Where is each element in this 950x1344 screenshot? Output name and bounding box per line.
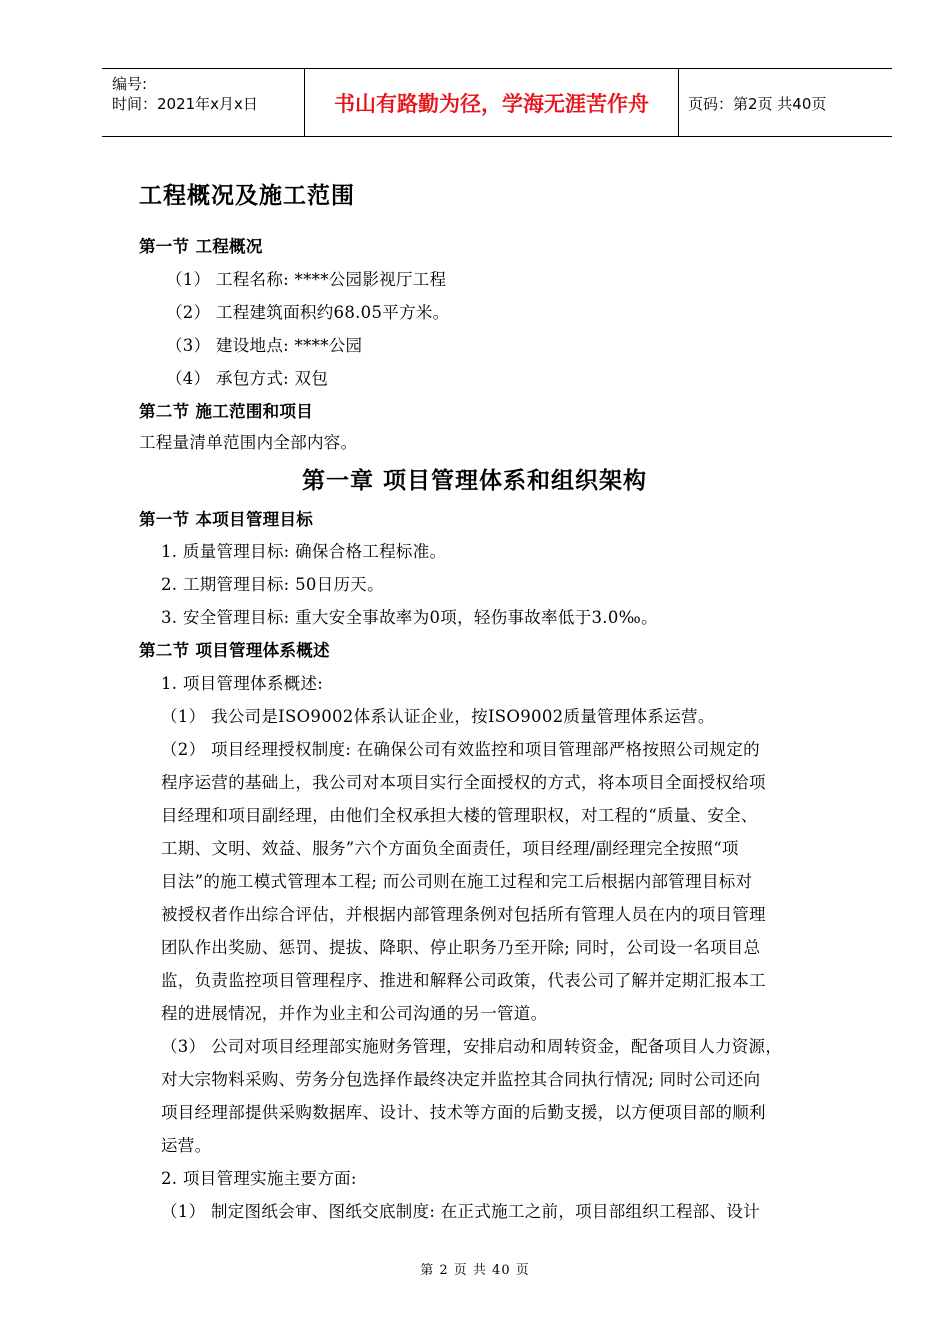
section-heading-3: 第一节 本项目管理目标 (139, 510, 314, 529)
list-item: （3） 建设地点: ****公园 (166, 336, 363, 355)
paragraph-line: 运营。 (161, 1136, 212, 1155)
paragraph-line: 对大宗物料采购、劳务分包选择作最终决定并监控其合同执行情况; 同时公司还向 (161, 1070, 761, 1089)
list-item: （1） 工程名称: ****公园影视厅工程 (166, 270, 447, 289)
list-item: （4） 承包方式: 双包 (166, 369, 329, 388)
header-number-label: 编号: (112, 75, 148, 93)
paragraph: （1） 我公司是ISO9002体系认证企业，按ISO9002质量管理体系运营。 (161, 707, 715, 726)
list-item: （2） 工程建筑面积约68.05平方米。 (166, 303, 450, 322)
goal-item: 3. 安全管理目标: 重大安全事故率为0项，轻伤事故率低于3.0‰。 (161, 608, 658, 627)
section-heading-4: 第二节 项目管理体系概述 (139, 641, 330, 660)
header-time-label: 时间：2021年x月x日 (112, 95, 258, 113)
paragraph: 工程量清单范围内全部内容。 (139, 433, 358, 452)
goal-item: 2. 工期管理目标: 50日历天。 (161, 575, 384, 594)
header-page-label: 页码：第2页 共40页 (688, 95, 827, 113)
paragraph-line: 项目经理部提供采购数据库、设计、技术等方面的后勤支援，以方便项目部的顺利 (161, 1103, 766, 1122)
chapter-title: 第一章 项目管理体系和组织架构 (302, 468, 648, 494)
header-info-cell (102, 69, 305, 136)
paragraph-line: （3） 公司对项目经理部实施财务管理，安排启动和周转资金，配备项目人力资源， (161, 1037, 783, 1056)
page-footer: 第 2 页 共 40 页 (420, 1263, 530, 1278)
paragraph-line: 程序运营的基础上，我公司对本项目实行全面授权的方式，将本项目全面授权给项 (161, 773, 766, 792)
page-header (102, 68, 892, 137)
paragraph-line: 团队作出奖励、惩罚、提拔、降职、停止职务乃至开除; 同时，公司设一名项目总 (161, 938, 761, 957)
header-motto: 书山有路勤为径，学海无涯苦作舟 (305, 69, 679, 136)
sub-heading: 1. 项目管理体系概述: (161, 674, 324, 693)
section-heading-2: 第二节 施工范围和项目 (139, 402, 314, 421)
section-title: 工程概况及施工范围 (139, 183, 355, 209)
paragraph-line: 程的进展情况，并作为业主和公司沟通的另一管道。 (161, 1004, 548, 1023)
paragraph-line: 目经理和项目副经理，由他们全权承担大楼的管理职权，对工程的“质量、安全、 (161, 806, 758, 825)
paragraph-line: （2） 项目经理授权制度: 在确保公司有效监控和项目管理部严格按照公司规定的 (161, 740, 760, 759)
paragraph: （1） 制定图纸会审、图纸交底制度: 在正式施工之前，项目部组织工程部、设计 (161, 1202, 760, 1221)
paragraph-line: 目法”的施工模式管理本工程; 而公司则在施工过程和完工后根据内部管理目标对 (161, 872, 753, 891)
sub-heading: 2. 项目管理实施主要方面: (161, 1169, 357, 1188)
paragraph-line: 监，负责监控项目管理程序、推进和解释公司政策，代表公司了解并定期汇报本工 (161, 971, 766, 990)
goal-item: 1. 质量管理目标: 确保合格工程标准。 (161, 542, 447, 561)
section-heading-1: 第一节 工程概况 (139, 237, 263, 256)
paragraph-line: 工期、文明、效益、服务”六个方面负全面责任，项目经理/副经理完全按照“项 (161, 839, 739, 858)
paragraph-line: 被授权者作出综合评估，并根据内部管理条例对包括所有管理人员在内的项目管理 (161, 905, 766, 924)
